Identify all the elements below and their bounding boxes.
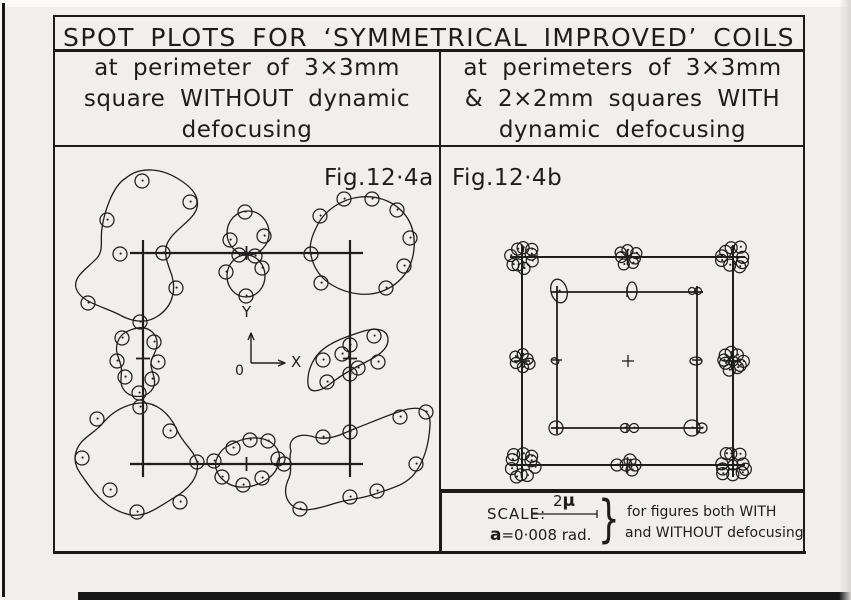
scale-bar-label	[534, 491, 594, 511]
axis-x-label: X	[291, 353, 302, 371]
scale-box	[440, 489, 805, 553]
header-right-line3: dynamic defocusing	[498, 117, 747, 143]
scale-note-line2: and WITHOUT defocusing	[625, 525, 804, 541]
header-right-cell	[441, 53, 804, 146]
header-right-line1: at perimeters of 3×3mm	[463, 55, 782, 81]
header-left-line2: square WITHOUT dynamic	[83, 86, 411, 112]
page-title: SPOT PLOTS FOR ‘SYMMETRICAL IMPROVED’ COILS	[63, 23, 796, 52]
table-border-top	[53, 15, 805, 17]
header-left-cell	[55, 53, 439, 146]
header-right-line2: & 2×2mm squares WITH	[464, 86, 781, 112]
scan-left-black-strip	[2, 3, 5, 597]
axis-y-label: Y	[242, 303, 252, 321]
header-left-line1: at perimeter of 3×3mm	[94, 55, 400, 81]
scale-bar-unit: μ	[562, 491, 576, 511]
scale-note-line1: for figures both WITH	[627, 504, 777, 520]
scan-edge-right	[839, 0, 851, 600]
brace-glyph: }	[598, 489, 620, 550]
figure-b-label: Fig.12·4b	[452, 165, 563, 191]
aperture-label	[490, 525, 591, 545]
origin-label: 0	[235, 363, 244, 379]
scale-label: SCALE:	[487, 505, 547, 523]
scale-bar-number: 2	[552, 492, 563, 510]
figure-a-label: Fig.12·4a	[324, 165, 434, 191]
header-left-line3: defocusing	[181, 117, 313, 143]
aperture-value: =0·008 rad.	[501, 526, 592, 544]
scan-edge-top	[0, 0, 851, 7]
scan-bottom-black-strip	[78, 592, 851, 600]
aperture-symbol: a	[490, 525, 502, 545]
